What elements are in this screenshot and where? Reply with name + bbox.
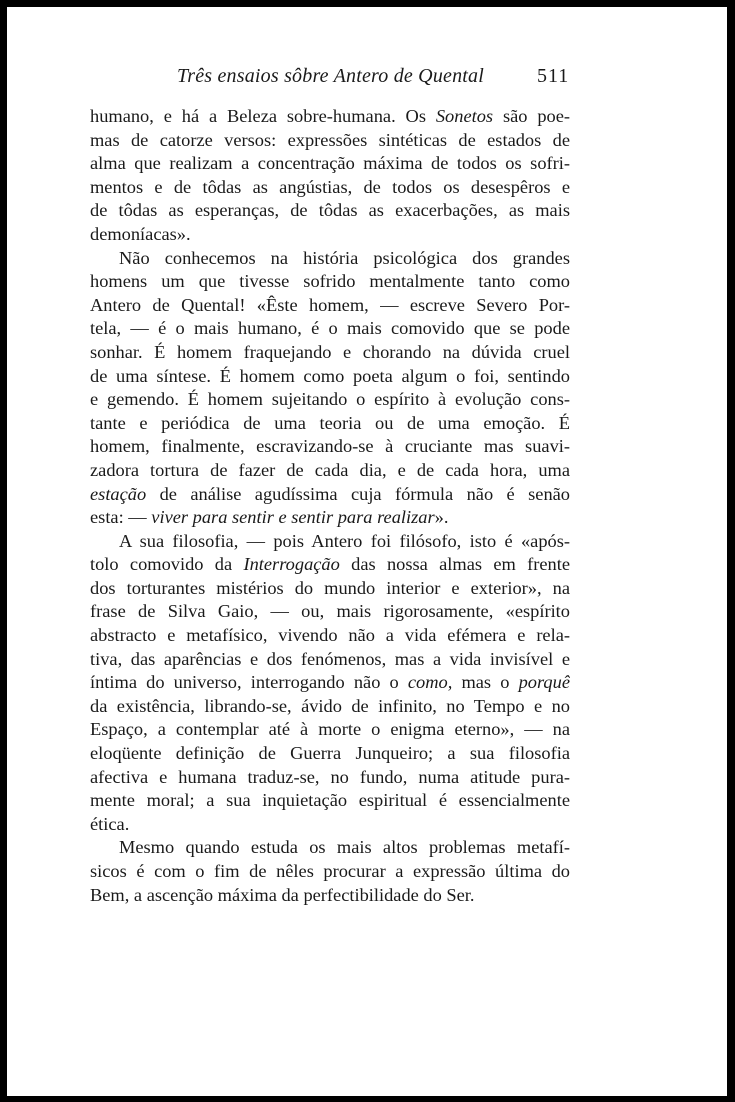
text-line bbox=[90, 884, 570, 908]
italic-text: como, bbox=[407, 672, 453, 693]
text-run: demoníacas». bbox=[90, 223, 191, 244]
text-run: Espaço, a contemplar até à morte o enigma eterno», — na bbox=[90, 719, 570, 740]
text-run: de análise agudíssima cuja fórmula não é senão bbox=[146, 483, 570, 504]
text-line bbox=[90, 247, 570, 271]
text-run: humano, e há a Beleza sobre-humana. Os bbox=[90, 106, 436, 126]
text-run: Não conhecemos na história psicológica dos grandes bbox=[119, 247, 570, 268]
text-line bbox=[90, 105, 570, 129]
text-line bbox=[90, 388, 570, 412]
text-run: tela, — é o mais humano, é o mais comovido que se pode bbox=[90, 318, 570, 339]
text-run: de uma síntese. É homem como poeta algum o foi, sentindo bbox=[90, 365, 570, 386]
text-run: homens um que tivesse sofrido mentalmente tanto como bbox=[90, 271, 570, 292]
text-run: de tôdas as esperanças, de tôdas as exacerbações, as mais bbox=[90, 200, 570, 221]
text-run: Antero de Quental! «Êste homem, — escreve Severo Por- bbox=[90, 294, 570, 315]
text-run: mas de catorze versos: expressões sintéticas de estados de bbox=[90, 129, 570, 150]
text-line bbox=[90, 294, 570, 318]
text-line bbox=[90, 317, 570, 341]
text-line bbox=[90, 860, 570, 884]
text-line bbox=[90, 223, 570, 247]
text-line bbox=[90, 742, 570, 766]
text-run: sonhar. É homem fraquejando e chorando na dúvida cruel bbox=[90, 341, 570, 362]
book-page bbox=[7, 7, 727, 1096]
text-run: Mesmo quando estuda os mais altos problemas metafí- bbox=[119, 837, 570, 858]
text-line bbox=[90, 766, 570, 790]
text-run: A sua filosofia, — pois Antero foi filósofo, isto é «após- bbox=[119, 530, 570, 551]
text-line bbox=[90, 506, 570, 530]
text-run: alma que realizam a concentração máxima de todos os sofri- bbox=[90, 153, 570, 174]
text-run: frase de Silva Gaio, — ou, mais rigorosamente, «espírito bbox=[90, 601, 570, 622]
text-run: abstracto e metafísico, vivendo não a vida efémera e rela- bbox=[90, 625, 570, 646]
italic-text: porquê bbox=[518, 672, 570, 693]
text-run: e gemendo. É homem sujeitando o espírito à evolução cons- bbox=[90, 389, 570, 410]
italic-text: Sonetos bbox=[435, 106, 494, 126]
text-line bbox=[90, 789, 570, 813]
text-run: eloqüente definição de Guerra Junqueiro; a sua filosofia bbox=[90, 743, 570, 764]
text-run: mentos e de tôdas as angústias, de todos os desespêros e bbox=[90, 176, 570, 197]
body-text bbox=[90, 105, 570, 907]
text-line bbox=[90, 648, 570, 672]
page-number: 511 bbox=[537, 65, 570, 87]
text-run: esta: — bbox=[90, 507, 152, 528]
text-run: mente moral; a sua inquietação espiritual é essencialmente bbox=[90, 790, 570, 811]
running-head-title: Três ensaios sôbre Antero de Quental bbox=[177, 65, 485, 87]
text-line bbox=[90, 341, 570, 365]
text-run: sicos é com o fim de nêles procurar a expressão última do bbox=[90, 861, 570, 881]
text-line bbox=[90, 695, 570, 719]
text-run: são poe- bbox=[493, 106, 571, 126]
text-line bbox=[90, 270, 570, 294]
text-run: da existência, librando-se, ávido de infinito, no Tempo e no bbox=[90, 695, 570, 716]
text-line bbox=[90, 624, 570, 648]
text-line bbox=[90, 152, 570, 176]
italic-text: estação bbox=[90, 483, 147, 504]
text-line bbox=[90, 435, 570, 459]
text-line bbox=[90, 365, 570, 389]
text-run: homem, finalmente, escravizando-se à cruciante mas suavi- bbox=[90, 436, 570, 457]
text-line bbox=[90, 718, 570, 742]
text-line bbox=[90, 600, 570, 624]
text-run: dos torturantes mistérios do mundo interior e exterior», na bbox=[90, 577, 570, 598]
italic-text: viver para sentir e sentir para realizar bbox=[151, 507, 435, 528]
text-line bbox=[90, 459, 570, 483]
text-run: íntima do universo, interrogando não o bbox=[90, 672, 408, 693]
text-line bbox=[90, 813, 570, 837]
text-run: ». bbox=[434, 507, 449, 528]
text-line bbox=[90, 199, 570, 223]
text-run: tolo comovido da bbox=[90, 554, 244, 575]
running-head bbox=[7, 65, 727, 95]
text-line bbox=[90, 577, 570, 601]
text-run: afectiva e humana traduz-se, no fundo, numa atitude pura- bbox=[90, 766, 570, 787]
text-line bbox=[90, 176, 570, 200]
text-run: zadora tortura de fazer de cada dia, e de cada hora, uma bbox=[90, 459, 570, 480]
text-run: das nossa almas em frente bbox=[339, 554, 570, 575]
text-line bbox=[90, 553, 570, 577]
text-run: Bem, a ascenção máxima da perfectibilidade do Ser. bbox=[90, 884, 475, 905]
text-line bbox=[90, 412, 570, 436]
text-line bbox=[90, 530, 570, 554]
text-line bbox=[90, 483, 570, 507]
text-run: tiva, das aparências e dos fenómenos, mas a vida invisível e bbox=[90, 648, 570, 669]
text-line bbox=[90, 836, 570, 860]
text-run: mas o bbox=[452, 672, 519, 693]
italic-text: Interrogação bbox=[243, 554, 340, 575]
text-line bbox=[90, 671, 570, 695]
text-run: tante e periódica de uma teoria ou de uma emoção. É bbox=[90, 412, 570, 433]
text-run: ética. bbox=[90, 813, 130, 834]
text-line bbox=[90, 129, 570, 153]
